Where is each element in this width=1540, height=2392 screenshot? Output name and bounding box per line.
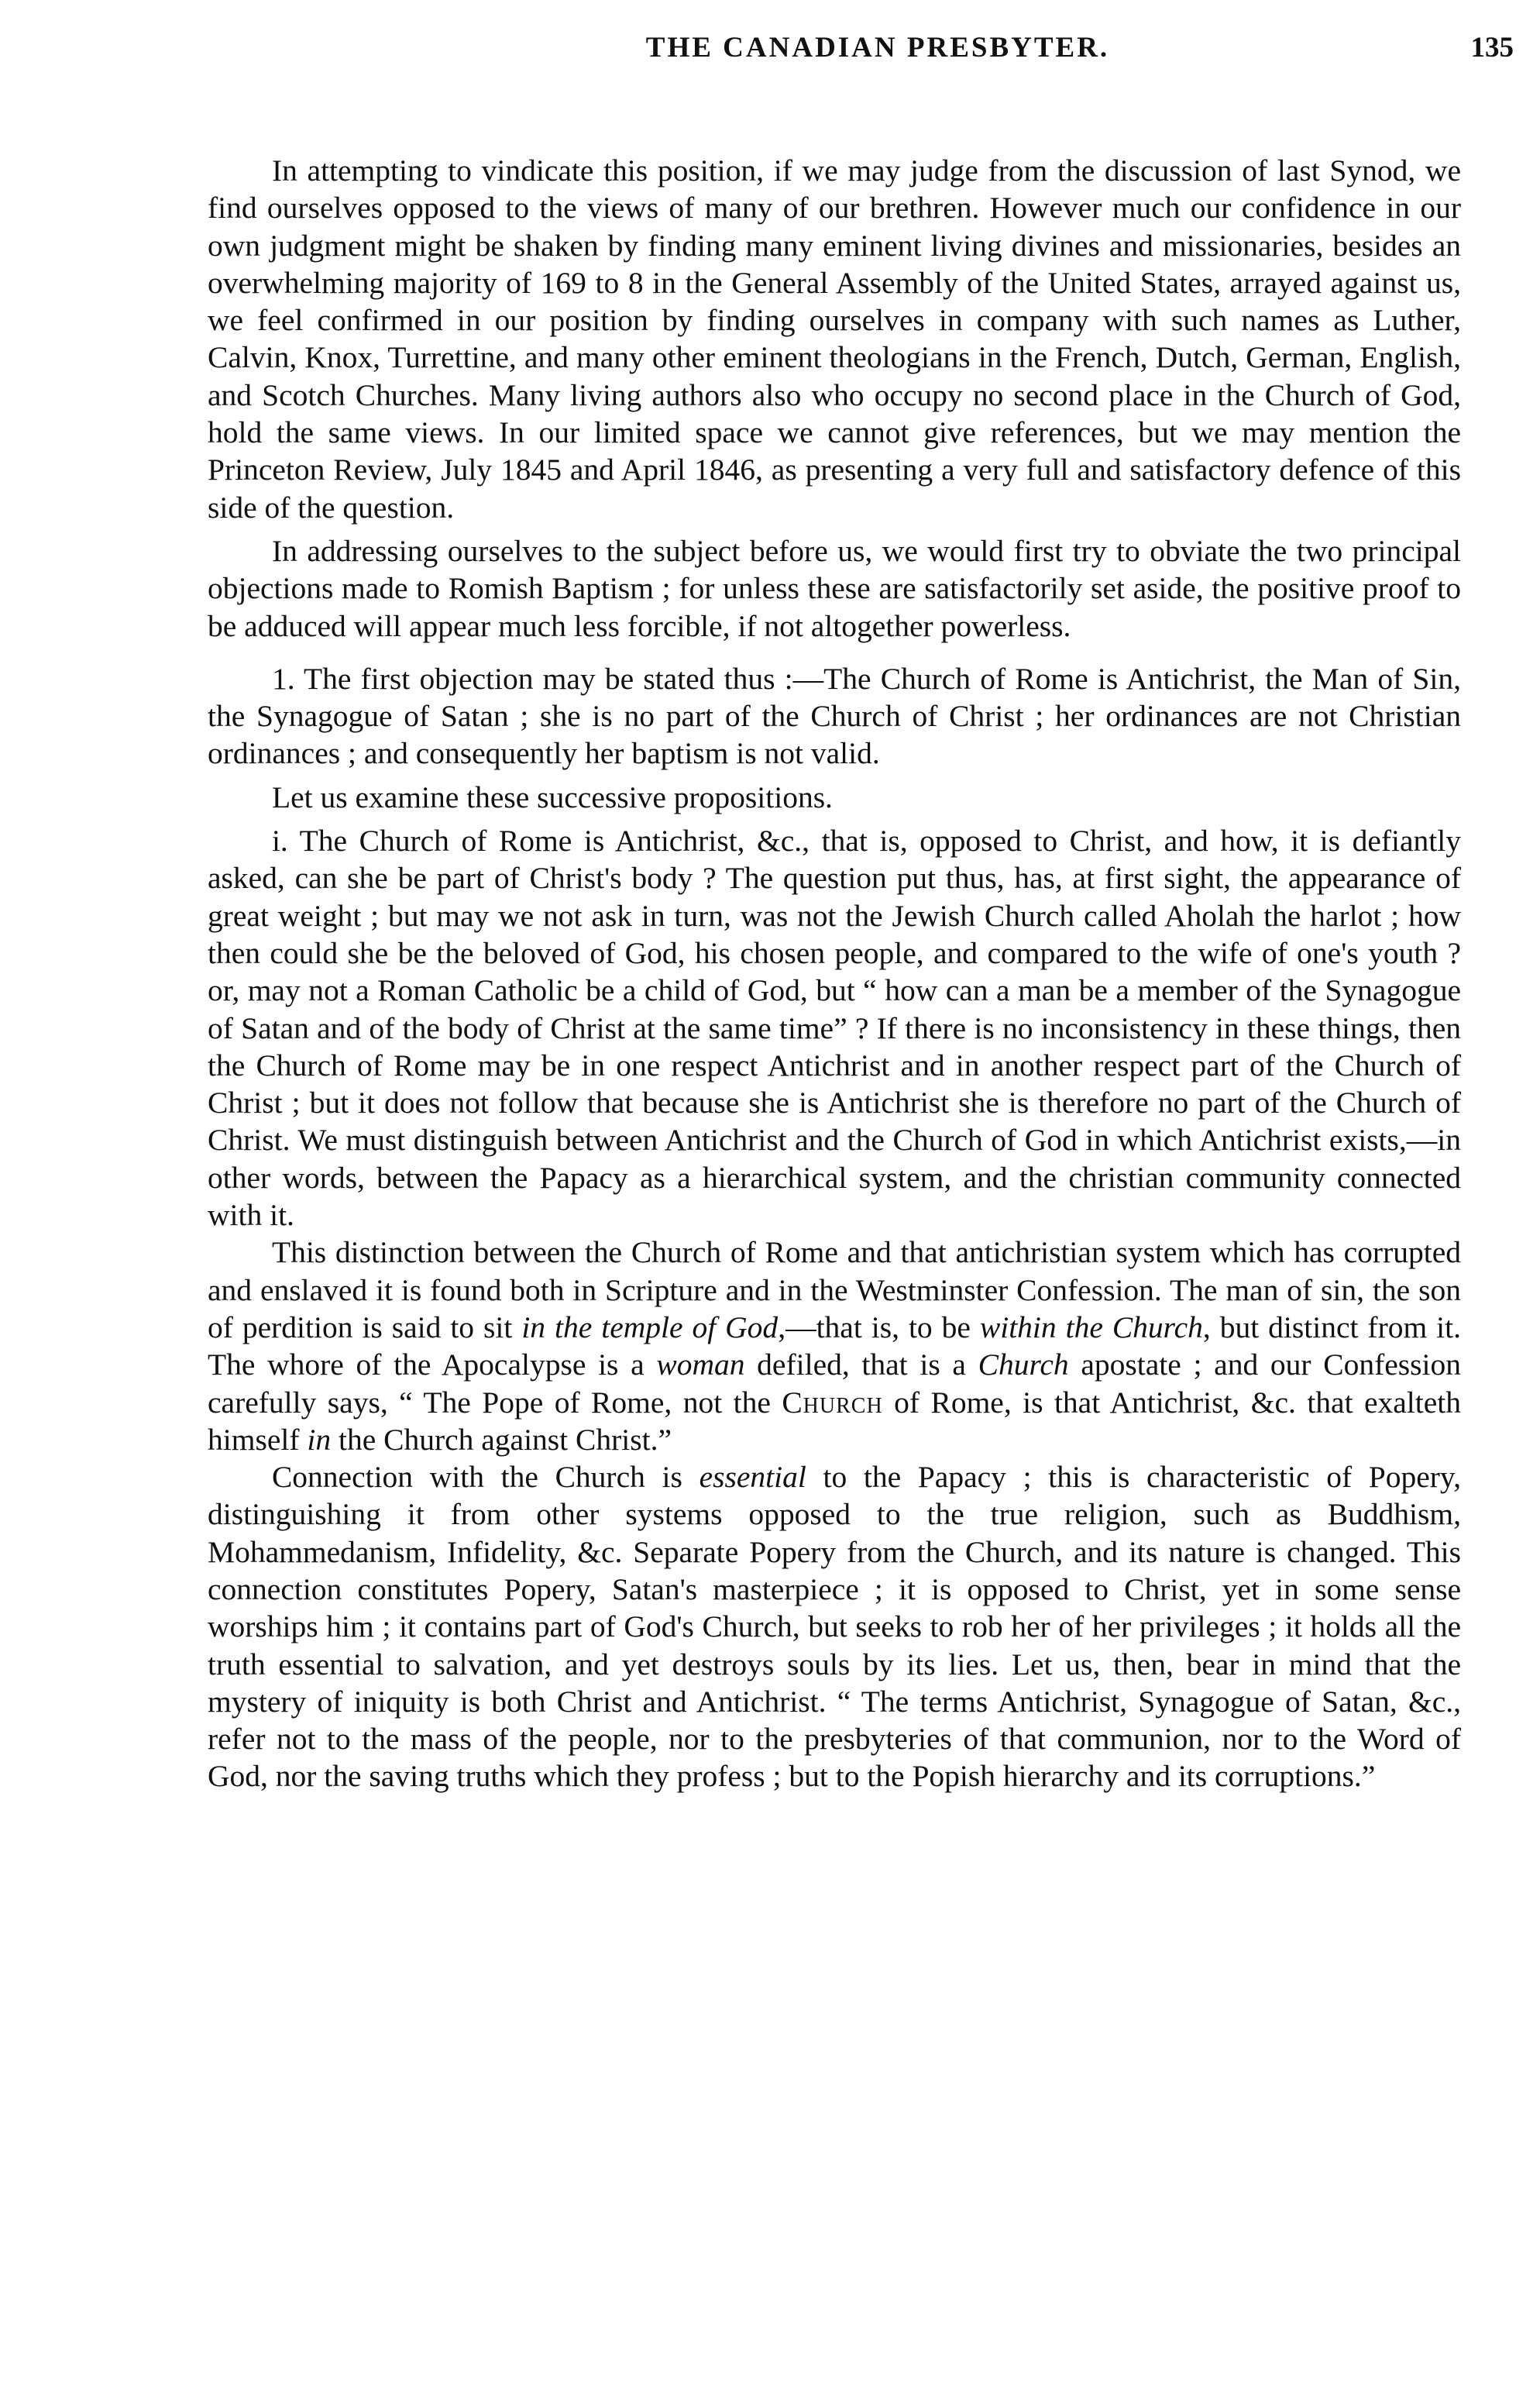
paragraph-objections-intro: In addressing ourselves to the subject before us, we would first try to obviate the two principal objections made to Romish Baptism ; for unless these are satisfactorily set aside, the positive proof to be adduced will appear much less forcible, if not altogether powerless. [208,533,1461,643]
connection-text-1: Connection with the Church is [271,1460,700,1495]
paragraph-examine: Let us examine these successive propositions. [271,780,833,814]
distinction-italic-in: in [307,1422,332,1457]
distinction-smallcaps-church: Church [782,1385,883,1420]
distinction-text-1: This distinction between the Church of Rome and that antichristian system which has corrupted and enslaved it is found both in Scripture and in the Westminster Confession. The man of sin, the son of perdition is said to sit [208,1235,1461,1344]
distinction-text-4: defiled, that is a [744,1347,978,1382]
distinction-italic-church-apostate: Church [978,1347,1069,1382]
running-head [208,31,1540,77]
paragraph-antichrist: i. The Church of Rome is Antichrist, &c., that is, opposed to Christ, and how, it is defiantly asked, can she be part of Christ's body ? The question put thus, has, at first sight, the appearance of great weight ; but may we not ask in turn, was not the Jewish Church called Aholah the harlot ; how then could she be the beloved of God, his chosen people, and compared to the wife of one's youth ? or, may not a Roman Catholic be a child of God, but “ how can a man be a member of the Synagogue of Satan and of the body of Christ at the same time” ? If there is no inconsistency in these things, then the Church of Rome may be in one respect Antichrist and in another respect part of the Church of Christ ; but it does not follow that because she is Antichrist she is therefore no part of the Church of Christ. We must distinguish between Antichrist and the Church of God in which Antichrist exists,—in other words, between the Papacy as a hierarchical system, and the christian community connected with it. [208,824,1461,1233]
distinction-text-5: apostate ; and our Confession carefully says, “ The Pope of Rome, not the [208,1347,1462,1420]
running-title: THE CANADIAN PRESBYTER. [645,32,1110,64]
distinction-italic-temple: in the temple of God [521,1310,779,1344]
paragraph-first-objection: 1. The first objection may be stated thus :—The Church of Rome is Antichrist, the Man of Sin, the Synagogue of Satan ; she is no part of the Church of Christ ; her ordinances are not Christian ordinances ; and consequently her baptism is not valid. [208,661,1461,771]
distinction-italic-church: within the Church [979,1310,1203,1344]
distinction-italic-woman: woman [656,1347,745,1382]
distinction-text-6: of Rome, is that Antichrist, &c. that exalteth himself [208,1385,1462,1457]
distinction-text-3: , but distinct from it. The whore of the Apocalypse is a [208,1310,1461,1382]
connection-text-2: to the Papacy ; this is characteristic of Popery, distinguishing it from other systems opposed to the true religion, such as Buddhism, Mohammedanism, Infidelity, &c. Separate Popery from the Church, and its nature is changed. This connection constitutes Popery, Satan's masterpiece ; it is opposed to Christ, yet in some sense worships him ; it contains part of God's Church, but seeks to rob her of her privileges ; it holds all the truth essential to salvation, and yet destroys souls by its lies. Let us, then, bear in mind that the mystery of iniquity is both Christ and Antichrist. “ The terms Antichrist, Synagogue of Satan, &c., refer not to the mass of the people, nor to the presbyteries of that communion, nor to the Word of God, nor the saving truths which they profess ; but to the Popish hierarchy and its corruptions.” [208,1460,1461,1794]
distinction-text-7: the Church against Christ.” [331,1422,672,1457]
paragraph-distinction [208,1234,1461,1458]
body-text [208,152,1461,1795]
connection-italic-essential: essential [699,1460,806,1495]
page-number: 135 [1470,32,1514,64]
distinction-text-2: ,—that is, to be [778,1310,980,1344]
paragraph-connection [208,1458,1461,1795]
paragraph-position: In attempting to vindicate this position, if we may judge from the discussion of last Synod, we find ourselves opposed to the views of many of our brethren. However much our confidence in our own judgment might be shaken by finding many eminent living divines and missionaries, besides an overwhelming majority of 169 to 8 in the General Assembly of the United States, arrayed against us, we feel confirmed in our position by finding ourselves in company with such names as Luther, Calvin, Knox, Turrettine, and many other eminent theologians in the French, Dutch, German, English, and Scotch Churches. Many living authors also who occupy no second place in the Church of God, hold the same views. In our limited space we cannot give references, but we may mention the Princeton Review, July 1845 and April 1846, as presenting a very full and satisfactory defence of this side of the question. [208,153,1461,525]
